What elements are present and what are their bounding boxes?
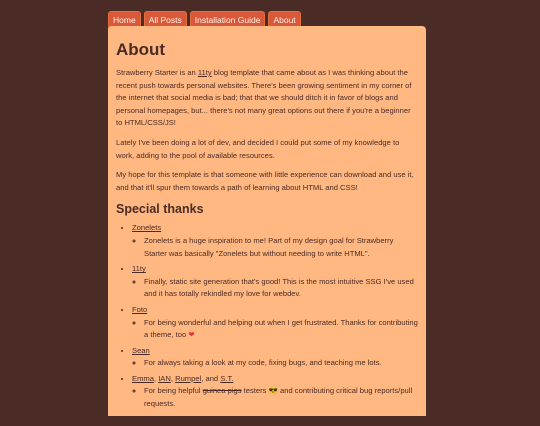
intro-text-prefix: Strawberry Starter is an bbox=[116, 68, 198, 77]
note-suffix: and contributing critical bug reports/pull requests. bbox=[144, 386, 413, 409]
separator: , bbox=[170, 373, 176, 383]
heart-icon: ❤ bbox=[188, 330, 195, 340]
separator: , and bbox=[201, 373, 221, 383]
tab-all-posts[interactable]: All Posts bbox=[144, 11, 187, 30]
link-st[interactable]: S.T. bbox=[220, 373, 234, 383]
intro-text-suffix: blog template that came about as I was thinking about the recent push towards personal websites. There's been growing sentiment in my corner of the internet that social media is bad; that that we should ditch it in favor of blogs and personal homepages, but... there's not many great options out there if you're a beginner to HTML/CSS/JS! bbox=[116, 68, 412, 128]
tab-home[interactable]: Home bbox=[108, 11, 141, 30]
second-paragraph: Lately I've been doing a lot of dev, and decided I could put some of my knowledge to work, adding to the pool of available resources. bbox=[116, 137, 400, 160]
third-paragraph: My hope for this template is that someone with little experience can download and use it, and that it'll spur them towards a path of learning about HTML and CSS! bbox=[116, 170, 414, 192]
sunglasses-icon: 😎 bbox=[268, 386, 278, 396]
link-sean[interactable]: Sean bbox=[132, 345, 150, 355]
thanks-item-testers bbox=[132, 373, 418, 411]
tab-about[interactable]: About bbox=[268, 11, 300, 30]
thanks-note: ◦ Finally, static site generation that's good! This is the most intuitive SSG I've used and it has totally rekindled my love for webdev. bbox=[144, 276, 418, 301]
link-11ty[interactable]: 11ty bbox=[132, 264, 146, 274]
thanks-item-zonelets bbox=[132, 222, 418, 260]
thanks-note bbox=[144, 385, 418, 410]
thanks-note: ◦ For always taking a look at my code, fixing bugs, and teaching me lots. bbox=[144, 357, 418, 370]
thanks-note bbox=[144, 317, 418, 342]
link-11ty-inline[interactable]: 11ty bbox=[197, 68, 212, 77]
thanks-list bbox=[116, 222, 418, 426]
tab-installation-guide[interactable]: Installation Guide bbox=[190, 11, 266, 30]
thanks-note: ◦ Zonelets is a huge inspiration to me! Part of my design goal for Strawberry Starter was basically "Zonelets but without needing to write HTML". bbox=[144, 235, 418, 260]
link-emma[interactable]: Emma bbox=[132, 373, 154, 383]
intro-paragraph bbox=[116, 67, 418, 130]
page-title: About bbox=[116, 40, 166, 59]
note-mid: testers bbox=[241, 386, 269, 396]
special-thanks-heading: Special thanks bbox=[116, 202, 204, 217]
link-zonelets[interactable]: Zonelets bbox=[132, 223, 162, 233]
link-rumpel[interactable]: Rumpel bbox=[175, 373, 202, 383]
thanks-item-sean bbox=[132, 345, 418, 370]
thanks-note-text: For being wonderful and helping out when I get frustrated. Thanks for contributing a theme, too bbox=[144, 317, 418, 340]
link-ian[interactable]: IAN bbox=[158, 373, 171, 383]
thanks-item-foto bbox=[132, 304, 418, 342]
struck-text: guinea pigs bbox=[202, 386, 242, 396]
content-panel bbox=[108, 26, 426, 424]
note-prefix: For being helpful bbox=[144, 386, 203, 396]
link-foto[interactable]: Foto bbox=[132, 304, 148, 314]
thanks-item-11ty bbox=[132, 263, 418, 301]
thanks-item-friends: • My friends who blog bbox=[132, 414, 418, 426]
separator: , bbox=[153, 373, 159, 383]
